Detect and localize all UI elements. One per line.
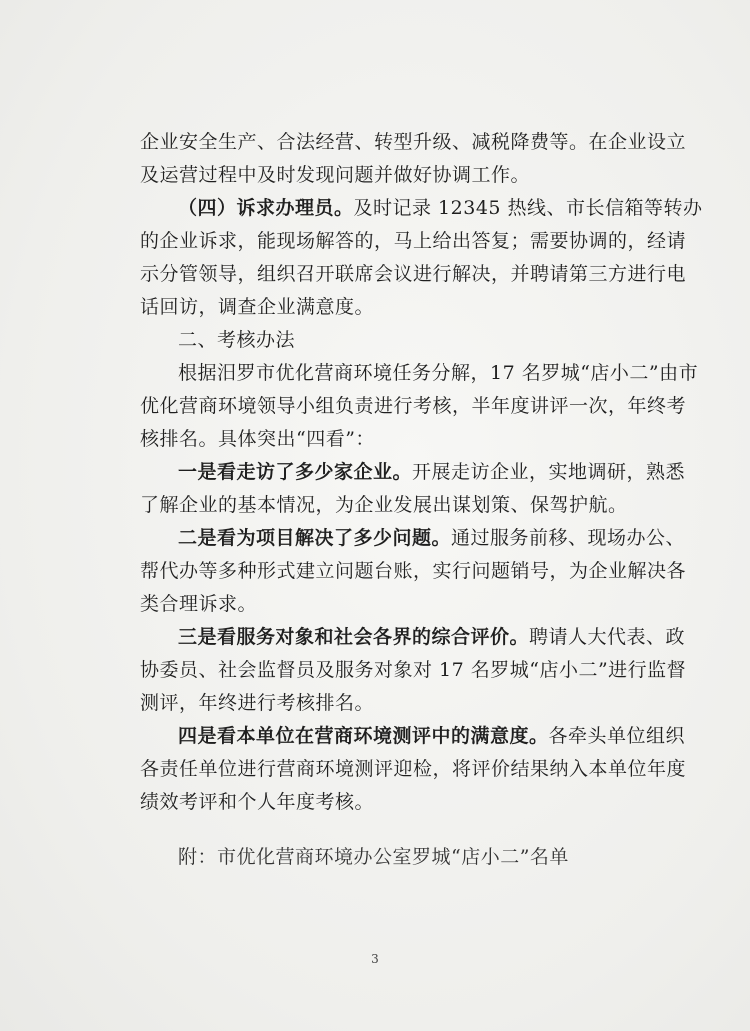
text-line: 根据汨罗市优化营商环境任务分解，17 名罗城“店小二”由市 [178,362,699,384]
text-line: 了解企业的基本情况，为企业发展出谋划策、保驾护航。 [140,494,628,516]
text-line: 及运营过程中及时发现问题并做好协调工作。 [140,164,531,186]
text-line: 示分管领导，组织召开联席会议进行解决，并聘请第三方进行电 [140,263,687,285]
text-line: 的企业诉求，能现场解答的，马上给出答复；需要协调的，经请 [140,230,687,252]
text-line: 帮代办等多种形式建立问题台账，实行问题销号，为企业解决各 [140,560,687,582]
paragraph-complaint-handler [140,192,703,225]
criterion-title: 二是看为项目解决了多少问题。 [178,527,452,549]
text-line: 核排名。具体突出“四看”： [140,428,375,450]
text-line: 话回访，调查企业满意度。 [140,296,375,318]
text-line: 测评，年终进行考核排名。 [140,692,375,714]
criterion-title: 一是看走访了多少家企业。 [178,461,413,483]
spacer [140,819,688,841]
criterion-title: 四是看本单位在营商环境测评中的满意度。 [178,725,549,747]
paragraph-criterion-1 [140,456,688,489]
text-line: 绩效考评和个人年度考核。 [140,791,375,813]
document-body [140,126,703,874]
section-heading: 二、考核办法 [178,329,296,351]
criterion-title: 三是看服务对象和社会各界的综合评价。 [178,626,530,648]
text-span: 通过服务前移、现场办公、 [451,527,686,549]
text-line: 企业安全生产、合法经营、转型升级、减税降费等。在企业设立 [140,131,687,153]
text-span: 及时记录 12345 热线、市长信箱等转办 [353,197,703,219]
paragraph-criterion-3 [140,621,688,654]
attachment-note: 附：市优化营商环境办公室罗城“店小二”名单 [178,846,569,868]
text-line: 优化营商环境领导小组负责进行考核，半年度讲评一次，年终考 [140,395,687,417]
text-span: 各牵头单位组织 [548,725,686,747]
page-number: 3 [371,952,379,966]
text-line: 类合理诉求。 [140,593,258,615]
paragraph-criterion-2 [140,522,688,555]
text-line: 协委员、社会监督员及服务对象对 17 名罗城“店小二”进行监督 [140,659,687,681]
section-subtitle: （四）诉求办理员。 [178,197,354,219]
paragraph-criterion-4 [140,720,688,753]
text-line: 各责任单位进行营商环境测评迎检，将评价结果纳入本单位年度 [140,758,687,780]
text-span: 开展走访企业，实地调研，熟悉 [412,461,686,483]
text-span: 聘请人大代表、政 [529,626,686,648]
